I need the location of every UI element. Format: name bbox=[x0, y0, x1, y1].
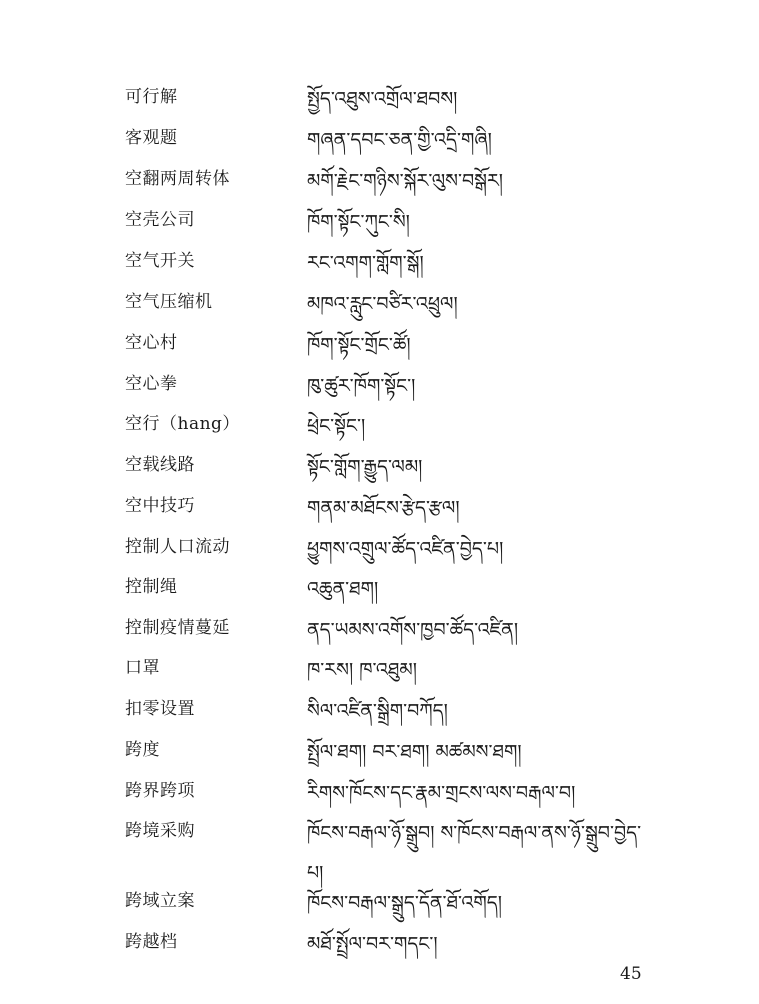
chinese-term: 跨境采购 bbox=[125, 821, 195, 841]
tibetan-translation: གཞན་དབང་ཅན་གྱི་འདྲི་གཞི། bbox=[307, 129, 492, 151]
chinese-term: 控制疫情蔓延 bbox=[125, 618, 230, 638]
chinese-term: 控制人口流动 bbox=[125, 537, 230, 557]
tibetan-translation: སྟོང་གློག་རྒྱུད་ལམ། bbox=[307, 456, 423, 478]
tibetan-translation: ཁུ་ཚུར་ཁོག་སྟོང་། bbox=[307, 375, 416, 397]
tibetan-translation: ཕྱུགས་འགྲུལ་ཚོད་འཛིན་བྱེད་པ། bbox=[307, 538, 504, 560]
chinese-term: 可行解 bbox=[125, 87, 178, 107]
chinese-term: 客观题 bbox=[125, 128, 178, 148]
chinese-term: 跨界跨项 bbox=[125, 781, 195, 801]
tibetan-translation: ཕྲེང་སྟོང་། bbox=[307, 415, 366, 437]
tibetan-translation: རང་འགག་གློག་སྒོ། bbox=[307, 252, 424, 274]
tibetan-translation: ཁོངས་བརྒལ་ཉོ་སྒྲུབ། ས་ཁོངས་བརྒལ་ནས་ཉོ་སྒྲུབ་བྱེད་པ། bbox=[307, 822, 642, 884]
tibetan-translation: སྤྱོད་འཐུས་འགྲོལ་ཐབས། bbox=[307, 88, 458, 110]
tibetan-translation: རིགས་ཁོངས་དང་རྣམ་གྲངས་ལས་བརྒལ་བ། bbox=[307, 782, 576, 804]
tibetan-translation: མགོ་རྗེང་གཉིས་སྐོར་ལུས་བསྒོར། bbox=[307, 170, 504, 192]
chinese-term: 空翻两周转体 bbox=[125, 169, 230, 189]
chinese-term: 空心拳 bbox=[125, 374, 178, 394]
chinese-term: 控制绳 bbox=[125, 577, 178, 597]
chinese-term: 空气压缩机 bbox=[125, 292, 213, 312]
tibetan-translation: ཁོངས་བརྒལ་སྒྲུད་དོན་ཐོ་འགོད། bbox=[307, 892, 502, 914]
chinese-term: 空心村 bbox=[125, 333, 178, 353]
page-number: 45 bbox=[620, 964, 642, 984]
chinese-term: 跨域立案 bbox=[125, 891, 195, 911]
tibetan-translation: གནམ་མཐོངས་རྩེད་རྩལ། bbox=[307, 497, 460, 519]
chinese-term: 空载线路 bbox=[125, 455, 195, 475]
tibetan-translation: ཁ་རས། ཁ་འཐུམ། bbox=[307, 659, 417, 681]
chinese-term: 跨度 bbox=[125, 740, 160, 760]
chinese-term: 空行（hang） bbox=[125, 414, 240, 434]
tibetan-translation: སྤྲོལ་ཐག། བར་ཐག། མཚམས་ཐག། bbox=[307, 741, 522, 763]
tibetan-translation: མཁའ་རླུང་བཙིར་འཕྲུལ། bbox=[307, 293, 458, 315]
tibetan-translation: ཁོག་སྟོང་གྲོང་ཚོ། bbox=[307, 334, 411, 356]
chinese-term: 跨越档 bbox=[125, 932, 178, 952]
tibetan-translation: འཆུན་ཐག། bbox=[307, 578, 379, 600]
tibetan-translation: སིལ་འཛིན་སྒྲིག་བཀོད། bbox=[307, 700, 448, 722]
chinese-term: 空气开关 bbox=[125, 251, 195, 271]
chinese-term: 空壳公司 bbox=[125, 210, 195, 230]
chinese-term: 空中技巧 bbox=[125, 496, 195, 516]
tibetan-translation: མཐོ་སྤྲོལ་བར་གདང་། bbox=[307, 933, 438, 955]
chinese-term: 扣零设置 bbox=[125, 699, 195, 719]
chinese-term: 口罩 bbox=[125, 658, 160, 678]
tibetan-translation: ཁོག་སྟོང་ཀུང་སི། bbox=[307, 211, 410, 233]
tibetan-translation: ནད་ཡམས་འགོས་ཁྱབ་ཚོད་འཛིན། bbox=[307, 619, 519, 641]
